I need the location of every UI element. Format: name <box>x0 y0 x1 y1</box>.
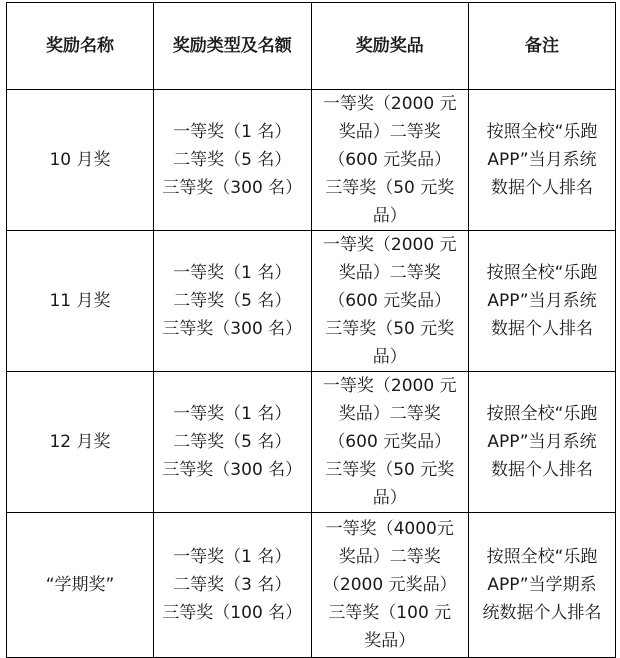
award-name-cell <box>7 90 154 231</box>
note-line: 统数据个人排名 <box>482 603 602 623</box>
prize-line: （600 元奖品） <box>328 150 452 170</box>
note-line: 数据个人排名 <box>491 178 593 198</box>
note-line: APP”当月系统 <box>487 432 597 452</box>
prize-line: 品） <box>372 206 407 226</box>
note-line: APP”当月系统 <box>487 291 597 311</box>
award-type-cell <box>154 372 312 513</box>
header-award-prize: 奖励奖品 <box>311 3 469 90</box>
type-line: 二等奖（5 名） <box>173 150 292 170</box>
header-remarks: 备注 <box>469 3 616 90</box>
award-name: 10 月奖 <box>49 150 111 170</box>
header-award-type: 奖励类型及名额 <box>154 3 312 90</box>
prize-line: （600 元奖品） <box>328 432 452 452</box>
prize-line: 三等奖（100 元 <box>328 603 452 623</box>
prize-line: 奖品） <box>364 631 416 651</box>
note-line: 按照全校“乐跑 <box>486 404 598 424</box>
prize-line: （2000 元奖品） <box>322 575 457 595</box>
note-line: 按照全校“乐跑 <box>486 547 598 567</box>
type-line: 三等奖（300 名） <box>162 319 303 339</box>
prize-line: 三等奖（50 元奖 <box>325 178 455 198</box>
award-prize-cell <box>311 231 469 372</box>
prize-line: 一等奖（4000元 <box>325 519 454 539</box>
prize-line: 一等奖（2000 元 <box>322 376 457 396</box>
header-award-name: 奖励名称 <box>7 3 154 90</box>
type-line: 一等奖（1 名） <box>173 122 292 142</box>
prize-line: 奖品）二等奖 <box>338 263 441 283</box>
prize-line: 奖品）二等奖 <box>338 122 441 142</box>
award-prize-cell <box>311 90 469 231</box>
table-row <box>7 90 616 231</box>
type-line: 二等奖（5 名） <box>173 291 292 311</box>
remarks-cell <box>469 231 616 372</box>
award-type-cell <box>154 90 312 231</box>
table-row <box>7 372 616 513</box>
remarks-cell <box>469 90 616 231</box>
type-line: 三等奖（100 名） <box>162 603 303 623</box>
type-line: 一等奖（1 名） <box>173 263 292 283</box>
prize-line: 三等奖（50 元奖 <box>325 319 455 339</box>
type-line: 一等奖（1 名） <box>173 547 292 567</box>
award-table <box>6 2 616 658</box>
award-type-cell <box>154 513 312 658</box>
type-line: 一等奖（1 名） <box>173 404 292 424</box>
award-name: 12 月奖 <box>49 432 111 452</box>
note-line: 按照全校“乐跑 <box>486 263 598 283</box>
prize-line: 一等奖（2000 元 <box>322 235 457 255</box>
remarks-cell <box>469 372 616 513</box>
type-line: 三等奖（300 名） <box>162 460 303 480</box>
award-name-cell <box>7 231 154 372</box>
remarks-cell <box>469 513 616 658</box>
type-line: 三等奖（300 名） <box>162 178 303 198</box>
table-row <box>7 513 616 658</box>
note-line: APP”当学期系 <box>487 575 597 595</box>
type-line: 二等奖（3 名） <box>173 575 292 595</box>
award-prize-cell <box>311 372 469 513</box>
award-name: 11 月奖 <box>49 291 111 311</box>
table-row <box>7 231 616 372</box>
prize-line: （600 元奖品） <box>328 291 452 311</box>
prize-line: 品） <box>372 347 407 367</box>
header-row <box>7 3 616 90</box>
note-line: APP”当月系统 <box>487 150 597 170</box>
prize-line: 品） <box>372 488 407 508</box>
note-line: 按照全校“乐跑 <box>486 122 598 142</box>
prize-line: 奖品）二等奖 <box>338 404 441 424</box>
award-prize-cell <box>311 513 469 658</box>
award-name-cell <box>7 372 154 513</box>
note-line: 数据个人排名 <box>491 460 593 480</box>
award-name: “学期奖” <box>45 575 115 595</box>
award-name-cell <box>7 513 154 658</box>
award-type-cell <box>154 231 312 372</box>
prize-line: 一等奖（2000 元 <box>322 94 457 114</box>
prize-line: 奖品）二等奖 <box>338 547 441 567</box>
type-line: 二等奖（5 名） <box>173 432 292 452</box>
prize-line: 三等奖（50 元奖 <box>325 460 455 480</box>
note-line: 数据个人排名 <box>491 319 593 339</box>
